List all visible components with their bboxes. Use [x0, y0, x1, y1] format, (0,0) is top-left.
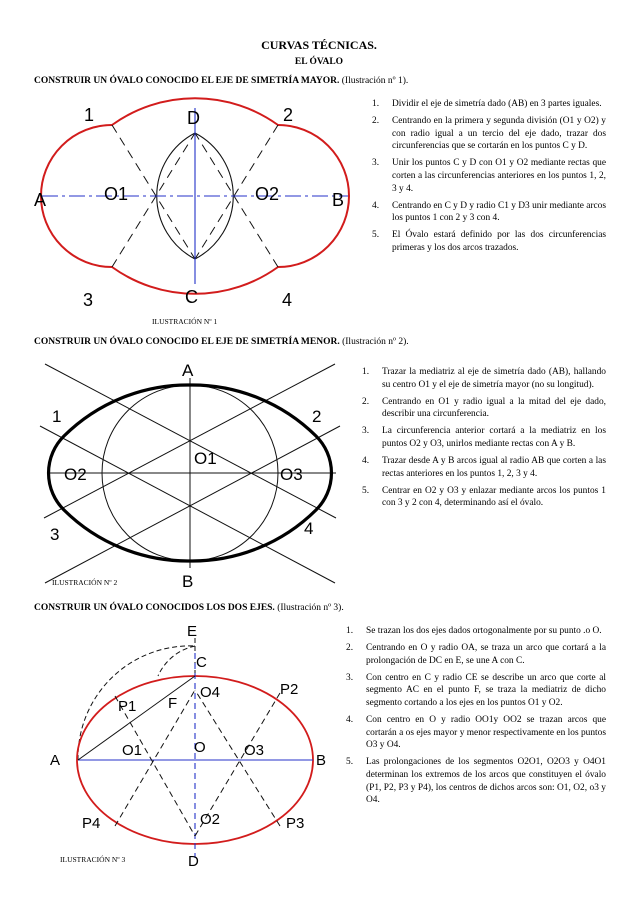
- label-D: D: [187, 108, 200, 128]
- label-O3: O3: [280, 465, 303, 484]
- step-item: 1. Se trazan los dos ejes dados ortogonalmente por su punto .o O.: [346, 626, 602, 636]
- label-O4: O4: [200, 684, 221, 701]
- step-item: 2. Centrando en O y radio OA, se traza un arco que cortará a la prolongación de DC en E, se une A con C.: [346, 643, 606, 666]
- illustration-1: [30, 94, 362, 330]
- page-title: CURVAS TÉCNICAS.: [261, 38, 377, 52]
- step-item: 5. Centrar en O2 y O3 y enlazar mediante arcos los puntos 1 con 3 y 2 con 4, determinando así el óvalo.: [362, 485, 606, 509]
- label-O1: O1: [122, 742, 143, 759]
- illustration-3: [30, 618, 362, 880]
- label-O2: O2: [200, 811, 221, 828]
- label-B: B: [316, 752, 327, 769]
- step-item: 1. Dividir el eje de simetría dado (AB) en 3 partes iguales.: [372, 99, 602, 109]
- label-4: 4: [282, 290, 293, 310]
- label-1: 1: [84, 105, 95, 125]
- step-item: 5. Las prolongaciones de los segmentos O2O1, O2O3 y O4O1 determinan los extremos de los arcos que constituyen el óvalo (P1, P2, P3 y P4), los centros de dichos arcos son: O1, O2, o3 y O4.: [346, 757, 606, 806]
- label-2: 2: [283, 105, 294, 125]
- label-D: D: [188, 853, 199, 870]
- label-O2: O2: [255, 184, 280, 204]
- label-P2: P2: [280, 681, 299, 698]
- section1-heading: CONSTRUIR UN ÓVALO CONOCIDO EL EJE DE SIMETRÍA MAYOR. (Ilustración nº 1).: [34, 76, 409, 86]
- step-item: 3. Unir los puntos C y D con O1 y O2 mediante rectas que corten a las circunferencias anteriores en los puntos 1, 2, 3 y 4.: [372, 158, 606, 194]
- section3-heading: CONSTRUIR UN ÓVALO CONOCIDOS LOS DOS EJES. (Ilustración nº 3).: [34, 603, 344, 613]
- step-item: 3. Con centro en C y radio CE se describe un arco que corte al segmento AC en el punto F, se traza la mediatriz de dicho segmento cortando a los ejes en los puntos O1 y O2.: [346, 672, 606, 708]
- step-item: 4. Trazar desde A y B arcos igual al radio AB que corten a las rectas anteriores en los puntos 1, 2, 3 y 4.: [362, 456, 606, 479]
- label-P1: P1: [118, 698, 137, 715]
- step-item: 4. Con centro en O y radio OO1y OO2 se trazan arcos que cortarán a os ejes mayor y menor respectivamente en los puntos O3 y O4.: [346, 715, 606, 751]
- label-O3: O3: [244, 742, 265, 759]
- label-A: A: [34, 190, 47, 210]
- steps-3: [346, 625, 606, 811]
- steps-1: [372, 98, 606, 259]
- step-item: 1. Trazar la mediatriz al eje de simetría dado (AB), hallando su centro O1 y el eje de simetría mayor (no su longitud).: [362, 367, 606, 390]
- page-subtitle: EL ÓVALO: [294, 57, 344, 67]
- label-1: 1: [52, 407, 62, 426]
- label-2: 2: [312, 407, 322, 426]
- step-item: 2. Centrando en O1 y radio igual a la mitad del eje dado, describir una circunferencia.: [362, 396, 606, 420]
- label-P4: P4: [82, 815, 101, 832]
- label-E: E: [187, 623, 198, 640]
- label-O2: O2: [64, 465, 87, 484]
- label-P3: P3: [286, 815, 305, 832]
- caption-2: ILUSTRACIÓN Nº 2: [52, 578, 118, 587]
- illustration-2: [30, 356, 362, 592]
- label-C: C: [185, 287, 198, 307]
- label-C: C: [196, 654, 207, 671]
- steps-2: [362, 366, 606, 514]
- caption-1: ILUSTRACIÓN Nº 1: [152, 317, 218, 326]
- section2-heading: CONSTRUIR UN ÓVALO CONOCIDO EL EJE DE SIMETRÍA MENOR. (Ilustración nº 2).: [34, 337, 409, 347]
- label-3: 3: [83, 290, 94, 310]
- step-item: 5. El Óvalo estará definido por las dos circunferencias primeras y los dos arcos trazados.: [372, 230, 606, 253]
- step-item: 3. La circunferencia anterior cortará a la mediatriz en los puntos O2 y O3, unirlos mediante rectas con A y B.: [362, 426, 606, 449]
- label-3: 3: [50, 525, 60, 544]
- step-item: 4. Centrando en C y D y radio C1 y D3 unir mediante arcos los puntos 1 con 2 y 3 con 4.: [372, 200, 607, 224]
- label-A: A: [182, 361, 194, 380]
- label-O1: O1: [104, 184, 129, 204]
- label-F: F: [168, 695, 178, 712]
- label-B: B: [182, 572, 194, 591]
- label-4: 4: [304, 519, 314, 538]
- caption-3: ILUSTRACIÓN Nº 3: [60, 855, 126, 864]
- label-O: O: [194, 739, 206, 756]
- label-O1: O1: [194, 449, 217, 468]
- label-B: B: [332, 190, 345, 210]
- step-item: 2. Centrando en la primera y segunda división (O1 y O2) y con radio igual a un tercio del eje dado, trazar dos circunferencias que se cortarán en los puntos C y D.: [372, 116, 606, 152]
- construction-lines-3: [115, 690, 280, 836]
- label-A: A: [50, 752, 61, 769]
